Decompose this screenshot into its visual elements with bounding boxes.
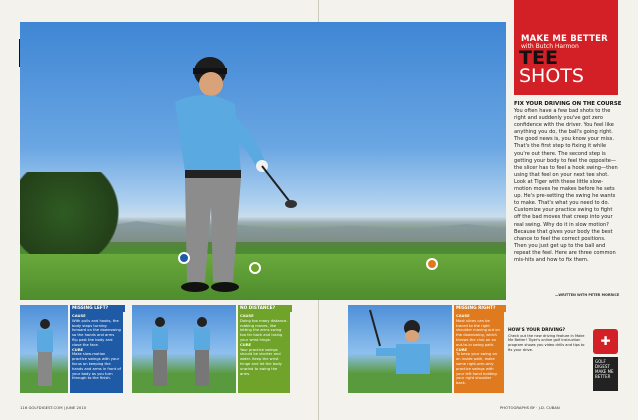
marker-green	[249, 262, 261, 274]
golfer-small-2-illustration	[140, 314, 230, 390]
golfer-small-1-illustration	[30, 318, 60, 390]
article-headline: FIX YOUR DRIVING ON THE COURSE	[514, 101, 622, 107]
badge-line-2: MAKE ME BETTER	[595, 369, 614, 379]
badge-line-1: GOLF DIGEST	[595, 359, 610, 369]
byline: —WRITTEN WITH PETER MORRICE	[555, 293, 620, 297]
article-text: You often have a few bad shots to the right and suddenly you've got zero confidence with the driver. You feel like anything you do, the ball's going right. The good news is, you know your miss. That's the first step to fixing it while you're out there. The second step is getting your body to feel the opposite—the slicer has to feel a hook swing—then using that feel on your next tee shot. Look at Tiger with these little slow-motion moves he makes before he sets up. He's pre-setting the swing he wants to make. That's what you need to do. Customize your practice swing to fight off the bad moves that creep into your real swing. Why do it in slow motion? Because that gives your body the best chance to feel the correct positions. Then you just get up to the ball and repeat the feel. Here are three common mis-hits and how to fix them.	[514, 108, 618, 263]
medical-cross-icon: ✚	[593, 329, 618, 354]
how-title: HOW'S YOUR DRIVING?	[508, 328, 566, 333]
cause-text-3: Most slices can be traced to the right shoulder moving out on the downswing, which throws the club on an out-to-in swing path.	[456, 318, 500, 347]
cure-title-2: CURE	[240, 342, 252, 347]
cause-title-1: CAUSE	[72, 314, 86, 318]
how-text: Check out the new driving feature in Make Me Better! Tiger's online golf instruction program shows you video drills and tips to fix your drive.	[508, 333, 585, 352]
make-me-better-badge	[593, 357, 618, 391]
header-title-tee: TEE	[519, 47, 558, 69]
golfer-small-3-illustration	[360, 306, 446, 392]
sidebar-how-driving	[508, 329, 588, 353]
folio-left: 116 GOLFDIGEST.COM | JUNE 2010	[20, 405, 87, 410]
label-missing-left: MISSING LEFT?	[70, 305, 125, 312]
header-make-me-better: MAKE ME BETTER	[521, 34, 608, 44]
cure-text-3: To keep your swing on an inside path, make some right-arm-only practice swings with your left hand holding your right shoulder back.	[456, 352, 497, 386]
header-title-shots: SHOTS	[519, 65, 584, 87]
cause-title-2: CAUSE	[240, 314, 254, 318]
header-with: with Butch Harmon	[521, 43, 579, 50]
marker-blue	[178, 252, 190, 264]
cause-title-3: CAUSE	[456, 314, 470, 318]
cure-text-1: Make slow-motion practice swings with your focus on keeping the hands and arms in front of your body as you turn through to the finish.	[72, 352, 121, 381]
hero-photo	[20, 22, 506, 300]
text-missing-right	[454, 312, 504, 393]
text-missing-left	[70, 312, 123, 393]
cure-text-2: Your practice swings should be shorter and wider. Keep the wrist hinge and let the body unwind to swing the arms.	[240, 347, 282, 376]
golfer-illustration	[115, 32, 315, 300]
text-no-distance	[238, 312, 290, 393]
cure-title-3: CURE	[456, 347, 468, 352]
label-missing-right: MISSING RIGHT?	[454, 305, 506, 312]
label-no-distance: NO DISTANCE?	[238, 305, 292, 312]
cure-title-1: CURE	[72, 347, 84, 352]
folio-right: PHOTOGRAPHS BY · J.D. CUBAN	[500, 405, 560, 410]
cause-text-2: Doing too many distance-robbing moves, like letting the arms swing too far back and losing your wrist hinge.	[240, 318, 288, 342]
cause-text-1: With pulls and hooks, the body stops turning forward on the downswing so the hands and arms flip past the body and close the face.	[72, 318, 121, 347]
marker-orange	[426, 258, 438, 270]
